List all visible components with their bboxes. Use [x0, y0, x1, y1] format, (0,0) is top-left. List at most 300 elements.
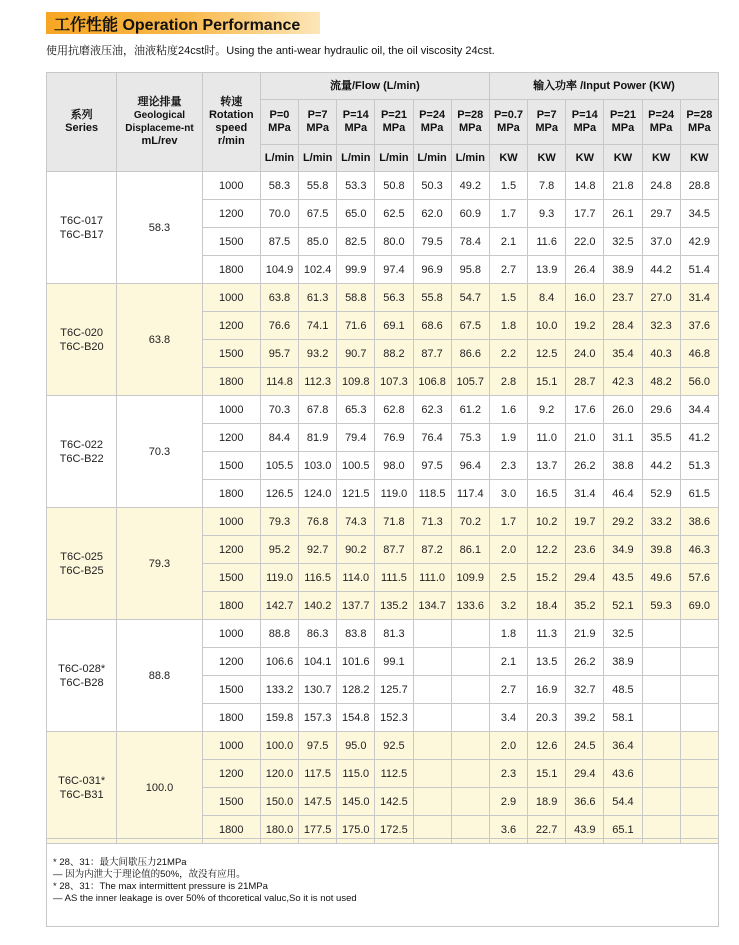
series-cell: T6C-017 T6C-B17: [47, 172, 117, 284]
series-cell: T6C-025 T6C-B25: [47, 508, 117, 620]
power-cell: 34.9: [604, 536, 642, 564]
flow-cell: 142.7: [260, 592, 298, 620]
speed-cell: 1000: [202, 508, 260, 536]
power-cell: 39.8: [642, 536, 680, 564]
flow-cell: 107.3: [375, 368, 413, 396]
power-cell: 23.6: [566, 536, 604, 564]
flow-cell: [451, 704, 489, 732]
power-cell: 11.3: [528, 620, 566, 648]
flow-unit-header: L/min: [260, 145, 298, 172]
power-group-header: 输入功率 /Input Power (KW): [489, 73, 718, 100]
flow-cell: 63.8: [260, 284, 298, 312]
viscosity-note: 使用抗磨液压油，油液粘度24cst时。Using the anti-wear hydraulic oil, the oil viscosity 24cst.: [46, 45, 495, 57]
power-cell: 11.6: [528, 228, 566, 256]
flow-cell: 61.2: [451, 396, 489, 424]
flow-cell: [413, 648, 451, 676]
section-title-bar: [46, 12, 320, 34]
flow-pressure-header: P=24 MPa: [413, 100, 451, 145]
power-cell: 42.9: [680, 228, 718, 256]
power-cell: 57.6: [680, 564, 718, 592]
power-cell: 34.5: [680, 200, 718, 228]
displacement-cell: 63.8: [117, 284, 202, 396]
power-cell: 18.4: [528, 592, 566, 620]
power-unit-header: KW: [680, 145, 718, 172]
power-cell: 2.0: [489, 536, 527, 564]
power-cell: [680, 648, 718, 676]
power-cell: 2.5: [489, 564, 527, 592]
power-cell: 22.0: [566, 228, 604, 256]
flow-cell: [413, 732, 451, 760]
power-cell: 26.1: [604, 200, 642, 228]
power-unit-header: KW: [642, 145, 680, 172]
flow-cell: 142.5: [375, 788, 413, 816]
power-cell: 20.3: [528, 704, 566, 732]
speed-cell: 1800: [202, 368, 260, 396]
flow-cell: 62.8: [375, 396, 413, 424]
power-cell: 13.9: [528, 256, 566, 284]
flow-cell: [413, 676, 451, 704]
power-cell: 1.7: [489, 200, 527, 228]
footnote-line: * 28、31：The max intermittent pressure is 21MPa: [53, 881, 268, 892]
power-cell: 2.7: [489, 676, 527, 704]
flow-cell: 124.0: [299, 480, 337, 508]
flow-cell: 97.4: [375, 256, 413, 284]
power-cell: 24.5: [566, 732, 604, 760]
power-cell: 49.6: [642, 564, 680, 592]
flow-cell: 145.0: [337, 788, 375, 816]
flow-cell: 95.2: [260, 536, 298, 564]
performance-table-wrap: [46, 72, 719, 844]
flow-cell: 180.0: [260, 816, 298, 844]
flow-cell: 78.4: [451, 228, 489, 256]
power-cell: 12.6: [528, 732, 566, 760]
flow-cell: 90.7: [337, 340, 375, 368]
power-cell: 37.6: [680, 312, 718, 340]
power-cell: 24.0: [566, 340, 604, 368]
power-cell: 28.7: [566, 368, 604, 396]
power-cell: 2.9: [489, 788, 527, 816]
table-header: [47, 73, 719, 172]
flow-cell: [451, 620, 489, 648]
table-row: [47, 620, 719, 648]
power-cell: 32.5: [604, 228, 642, 256]
power-pressure-header: P=14 MPa: [566, 100, 604, 145]
power-cell: 2.0: [489, 732, 527, 760]
flow-cell: 65.0: [337, 200, 375, 228]
flow-cell: 133.6: [451, 592, 489, 620]
flow-cell: 53.3: [337, 172, 375, 200]
power-cell: 65.1: [604, 816, 642, 844]
power-cell: 39.2: [566, 704, 604, 732]
flow-cell: 103.0: [299, 452, 337, 480]
series-cell: T6C-020 T6C-B20: [47, 284, 117, 396]
flow-cell: [413, 620, 451, 648]
power-cell: 24.8: [642, 172, 680, 200]
power-cell: 32.7: [566, 676, 604, 704]
power-cell: 26.2: [566, 452, 604, 480]
flow-cell: 88.8: [260, 620, 298, 648]
flow-group-header: 流量/Flow (L/min): [260, 73, 489, 100]
flow-cell: 71.3: [413, 508, 451, 536]
flow-cell: [413, 704, 451, 732]
flow-pressure-header: P=28 MPa: [451, 100, 489, 145]
flow-cell: 120.0: [260, 760, 298, 788]
flow-cell: [451, 760, 489, 788]
power-cell: 26.2: [566, 648, 604, 676]
power-cell: 16.9: [528, 676, 566, 704]
flow-cell: [413, 788, 451, 816]
power-cell: 32.5: [604, 620, 642, 648]
power-cell: 9.3: [528, 200, 566, 228]
flow-cell: 97.5: [299, 732, 337, 760]
power-cell: 56.0: [680, 368, 718, 396]
power-cell: 3.4: [489, 704, 527, 732]
flow-cell: 62.3: [413, 396, 451, 424]
power-cell: 26.0: [604, 396, 642, 424]
power-cell: 28.8: [680, 172, 718, 200]
flow-cell: 147.5: [299, 788, 337, 816]
displacement-cell: 100.0: [117, 732, 202, 844]
flow-cell: 112.5: [375, 760, 413, 788]
power-cell: 29.4: [566, 564, 604, 592]
power-cell: 15.2: [528, 564, 566, 592]
power-cell: 2.8: [489, 368, 527, 396]
flow-cell: 95.0: [337, 732, 375, 760]
flow-cell: 71.8: [375, 508, 413, 536]
power-cell: 36.4: [604, 732, 642, 760]
power-cell: 36.6: [566, 788, 604, 816]
flow-cell: 115.0: [337, 760, 375, 788]
power-cell: 43.9: [566, 816, 604, 844]
power-cell: 34.4: [680, 396, 718, 424]
flow-cell: 86.3: [299, 620, 337, 648]
power-unit-header: KW: [604, 145, 642, 172]
power-cell: 2.3: [489, 760, 527, 788]
flow-cell: 50.3: [413, 172, 451, 200]
flow-cell: 67.5: [451, 312, 489, 340]
flow-cell: 126.5: [260, 480, 298, 508]
flow-cell: 65.3: [337, 396, 375, 424]
flow-cell: 79.5: [413, 228, 451, 256]
power-cell: 9.2: [528, 396, 566, 424]
power-cell: [642, 648, 680, 676]
displacement-cell: 70.3: [117, 396, 202, 508]
flow-cell: 71.6: [337, 312, 375, 340]
speed-cell: 1000: [202, 284, 260, 312]
power-cell: 22.7: [528, 816, 566, 844]
flow-cell: 125.7: [375, 676, 413, 704]
flow-cell: 150.0: [260, 788, 298, 816]
flow-cell: 86.6: [451, 340, 489, 368]
speed-cell: 1000: [202, 620, 260, 648]
flow-cell: 106.6: [260, 648, 298, 676]
flow-cell: 62.5: [375, 200, 413, 228]
flow-cell: 95.7: [260, 340, 298, 368]
flow-unit-header: L/min: [337, 145, 375, 172]
flow-cell: 102.4: [299, 256, 337, 284]
flow-cell: [413, 760, 451, 788]
flow-cell: 154.8: [337, 704, 375, 732]
flow-cell: 133.2: [260, 676, 298, 704]
power-cell: 1.5: [489, 284, 527, 312]
flow-cell: 96.4: [451, 452, 489, 480]
power-cell: 35.5: [642, 424, 680, 452]
speed-cell: 1000: [202, 732, 260, 760]
flow-cell: 74.3: [337, 508, 375, 536]
flow-cell: 81.3: [375, 620, 413, 648]
flow-cell: 109.9: [451, 564, 489, 592]
power-cell: 59.3: [642, 592, 680, 620]
power-cell: 3.2: [489, 592, 527, 620]
flow-cell: 76.9: [375, 424, 413, 452]
speed-cell: 1500: [202, 564, 260, 592]
power-pressure-header: P=0.7 MPa: [489, 100, 527, 145]
power-cell: 19.2: [566, 312, 604, 340]
power-cell: 31.1: [604, 424, 642, 452]
flow-cell: 68.6: [413, 312, 451, 340]
power-cell: 38.9: [604, 256, 642, 284]
footnote-line: — AS the inner leakage is over 50% of thcoretical valuc,So it is not used: [53, 893, 357, 904]
power-cell: 10.0: [528, 312, 566, 340]
table-row: [47, 172, 719, 200]
power-cell: [680, 732, 718, 760]
flow-cell: 49.2: [451, 172, 489, 200]
flow-cell: 130.7: [299, 676, 337, 704]
flow-cell: 90.2: [337, 536, 375, 564]
flow-cell: [451, 788, 489, 816]
power-cell: 48.2: [642, 368, 680, 396]
power-cell: 13.5: [528, 648, 566, 676]
flow-cell: 76.6: [260, 312, 298, 340]
displacement-header: 理论排量 Geological Displaceme-nt mL/rev: [117, 73, 202, 172]
power-cell: 1.7: [489, 508, 527, 536]
power-unit-header: KW: [528, 145, 566, 172]
power-cell: 46.3: [680, 536, 718, 564]
flow-cell: 76.4: [413, 424, 451, 452]
power-cell: 12.2: [528, 536, 566, 564]
flow-cell: 114.8: [260, 368, 298, 396]
flow-cell: 119.0: [260, 564, 298, 592]
footnote-line: * 28、31：最大间歇压力21MPa: [53, 857, 187, 868]
power-cell: 29.4: [566, 760, 604, 788]
flow-cell: 87.7: [375, 536, 413, 564]
flow-cell: 159.8: [260, 704, 298, 732]
flow-cell: 80.0: [375, 228, 413, 256]
flow-cell: 81.9: [299, 424, 337, 452]
power-cell: [680, 620, 718, 648]
power-cell: 11.0: [528, 424, 566, 452]
power-cell: 17.6: [566, 396, 604, 424]
flow-cell: 128.2: [337, 676, 375, 704]
flow-cell: 86.1: [451, 536, 489, 564]
flow-cell: 99.9: [337, 256, 375, 284]
power-cell: 15.1: [528, 368, 566, 396]
flow-cell: 119.0: [375, 480, 413, 508]
flow-cell: 55.8: [413, 284, 451, 312]
section-title: 工作性能 Operation Performance: [54, 16, 301, 34]
flow-cell: 172.5: [375, 816, 413, 844]
flow-cell: 87.7: [413, 340, 451, 368]
flow-unit-header: L/min: [451, 145, 489, 172]
speed-cell: 1200: [202, 536, 260, 564]
power-cell: 2.7: [489, 256, 527, 284]
flow-cell: 101.6: [337, 648, 375, 676]
power-cell: 38.9: [604, 648, 642, 676]
flow-cell: 111.0: [413, 564, 451, 592]
power-cell: 21.8: [604, 172, 642, 200]
power-cell: 27.0: [642, 284, 680, 312]
power-cell: 28.4: [604, 312, 642, 340]
flow-cell: 177.5: [299, 816, 337, 844]
flow-cell: 93.2: [299, 340, 337, 368]
flow-cell: 82.5: [337, 228, 375, 256]
series-cell: T6C-031* T6C-B31: [47, 732, 117, 844]
power-unit-header: KW: [566, 145, 604, 172]
power-cell: [642, 704, 680, 732]
flow-cell: 70.0: [260, 200, 298, 228]
table-row: [47, 284, 719, 312]
flow-cell: 79.4: [337, 424, 375, 452]
power-cell: [642, 676, 680, 704]
power-cell: 13.7: [528, 452, 566, 480]
flow-pressure-header: P=14 MPa: [337, 100, 375, 145]
flow-unit-header: L/min: [413, 145, 451, 172]
speed-cell: 1800: [202, 592, 260, 620]
displacement-cell: 88.8: [117, 620, 202, 732]
flow-cell: 70.3: [260, 396, 298, 424]
power-unit-header: KW: [489, 145, 527, 172]
flow-cell: 60.9: [451, 200, 489, 228]
power-cell: 43.6: [604, 760, 642, 788]
footnotes: [46, 838, 719, 927]
power-cell: 2.2: [489, 340, 527, 368]
speed-cell: 1800: [202, 704, 260, 732]
power-pressure-header: P=28 MPa: [680, 100, 718, 145]
series-header: 系列 Series: [47, 73, 117, 172]
power-cell: 21.9: [566, 620, 604, 648]
power-cell: 35.4: [604, 340, 642, 368]
table-row: [47, 508, 719, 536]
flow-cell: 121.5: [337, 480, 375, 508]
speed-cell: 1200: [202, 312, 260, 340]
flow-cell: 96.9: [413, 256, 451, 284]
flow-cell: 79.3: [260, 508, 298, 536]
flow-cell: 74.1: [299, 312, 337, 340]
speed-cell: 1800: [202, 816, 260, 844]
flow-cell: 104.9: [260, 256, 298, 284]
power-cell: 29.6: [642, 396, 680, 424]
power-cell: 16.5: [528, 480, 566, 508]
power-cell: 32.3: [642, 312, 680, 340]
series-cell: T6C-022 T6C-B22: [47, 396, 117, 508]
power-cell: 69.0: [680, 592, 718, 620]
power-cell: 41.2: [680, 424, 718, 452]
power-cell: 3.6: [489, 816, 527, 844]
flow-cell: 100.5: [337, 452, 375, 480]
flow-cell: 109.8: [337, 368, 375, 396]
flow-cell: 62.0: [413, 200, 451, 228]
flow-cell: 76.8: [299, 508, 337, 536]
flow-cell: 105.7: [451, 368, 489, 396]
flow-cell: 85.0: [299, 228, 337, 256]
flow-unit-header: L/min: [299, 145, 337, 172]
power-cell: 2.1: [489, 228, 527, 256]
power-cell: 2.3: [489, 452, 527, 480]
power-cell: 31.4: [566, 480, 604, 508]
power-cell: 1.8: [489, 312, 527, 340]
flow-cell: 135.2: [375, 592, 413, 620]
power-cell: 51.3: [680, 452, 718, 480]
power-cell: [642, 760, 680, 788]
speed-cell: 1200: [202, 200, 260, 228]
speed-cell: 1800: [202, 480, 260, 508]
flow-cell: 54.7: [451, 284, 489, 312]
power-cell: 21.0: [566, 424, 604, 452]
power-cell: 1.8: [489, 620, 527, 648]
power-cell: 61.5: [680, 480, 718, 508]
flow-cell: 106.8: [413, 368, 451, 396]
power-cell: 16.0: [566, 284, 604, 312]
power-cell: 23.7: [604, 284, 642, 312]
power-cell: 1.6: [489, 396, 527, 424]
power-cell: [680, 788, 718, 816]
flow-cell: 92.7: [299, 536, 337, 564]
speed-cell: 1500: [202, 676, 260, 704]
power-cell: 7.8: [528, 172, 566, 200]
power-cell: 52.1: [604, 592, 642, 620]
flow-pressure-header: P=0 MPa: [260, 100, 298, 145]
speed-cell: 1000: [202, 172, 260, 200]
flow-pressure-header: P=7 MPa: [299, 100, 337, 145]
flow-cell: 92.5: [375, 732, 413, 760]
power-cell: 3.0: [489, 480, 527, 508]
speed-cell: 1200: [202, 424, 260, 452]
flow-cell: 140.2: [299, 592, 337, 620]
power-cell: 29.2: [604, 508, 642, 536]
power-cell: 26.4: [566, 256, 604, 284]
flow-cell: 75.3: [451, 424, 489, 452]
power-cell: 18.9: [528, 788, 566, 816]
flow-cell: 157.3: [299, 704, 337, 732]
power-cell: 12.5: [528, 340, 566, 368]
flow-cell: 117.4: [451, 480, 489, 508]
flow-cell: 70.2: [451, 508, 489, 536]
displacement-cell: 58.3: [117, 172, 202, 284]
power-pressure-header: P=24 MPa: [642, 100, 680, 145]
flow-cell: 83.8: [337, 620, 375, 648]
flow-cell: 175.0: [337, 816, 375, 844]
power-cell: 44.2: [642, 452, 680, 480]
power-cell: 51.4: [680, 256, 718, 284]
flow-cell: 111.5: [375, 564, 413, 592]
flow-cell: 116.5: [299, 564, 337, 592]
power-cell: 29.7: [642, 200, 680, 228]
flow-cell: 50.8: [375, 172, 413, 200]
flow-cell: 100.0: [260, 732, 298, 760]
power-pressure-header: P=21 MPa: [604, 100, 642, 145]
flow-cell: 87.2: [413, 536, 451, 564]
speed-cell: 1200: [202, 760, 260, 788]
speed-cell: 1500: [202, 788, 260, 816]
power-cell: 46.4: [604, 480, 642, 508]
speed-cell: 1800: [202, 256, 260, 284]
flow-cell: [451, 648, 489, 676]
flow-cell: 105.5: [260, 452, 298, 480]
power-pressure-header: P=7 MPa: [528, 100, 566, 145]
power-cell: 17.7: [566, 200, 604, 228]
flow-cell: 88.2: [375, 340, 413, 368]
speed-cell: 1500: [202, 228, 260, 256]
